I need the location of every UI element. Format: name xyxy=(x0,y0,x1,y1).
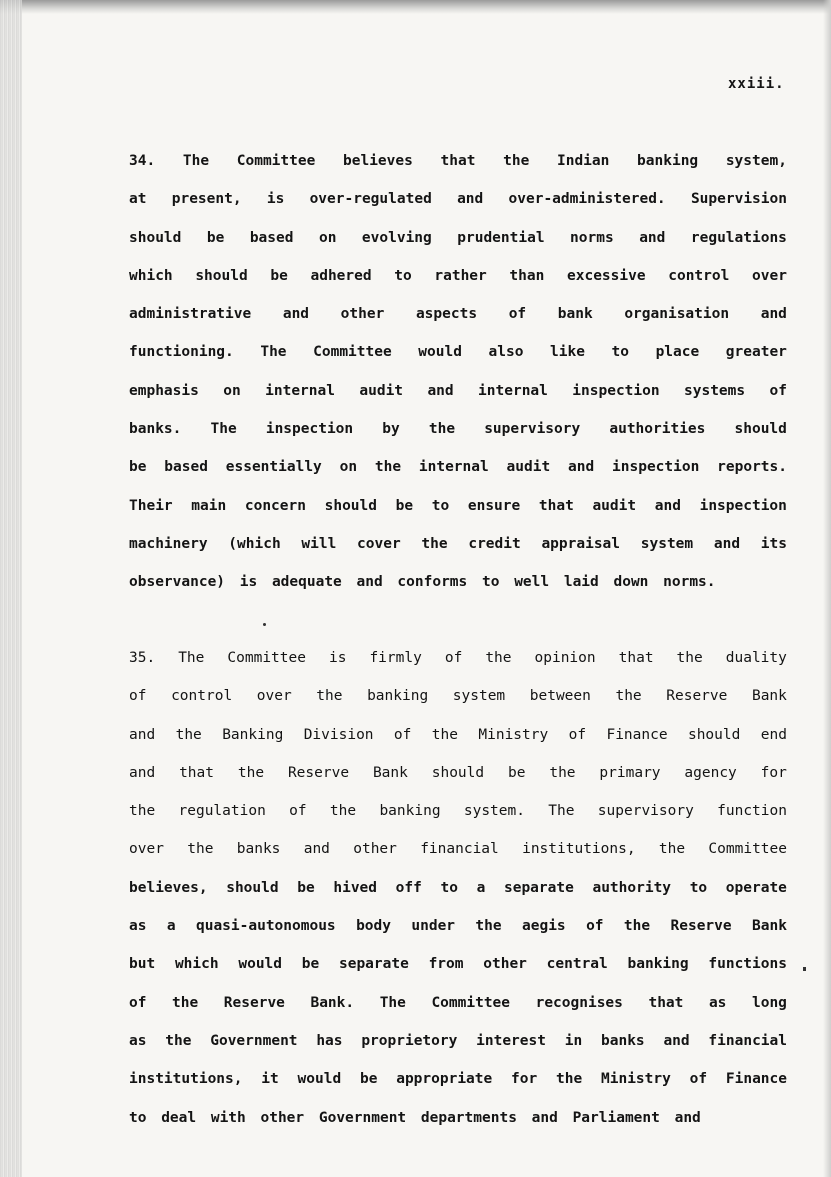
text-line: observance) is adequate and conforms to well laid down norms. xyxy=(129,574,716,591)
text-line: over the banks and other financial institutions, the Committee xyxy=(129,841,787,858)
text-line: be based essentially on the internal audit and inspection reports. xyxy=(129,459,787,476)
paragraph-35 xyxy=(129,650,787,1148)
text-line: Their main concern should be to ensure that audit and inspection xyxy=(129,497,787,514)
stray-ink-dot xyxy=(263,623,266,626)
text-line: the regulation of the banking system. The supervisory function xyxy=(129,803,787,820)
text-line: should be based on evolving prudential norms and regulations xyxy=(129,229,787,246)
text-line: of control over the banking system between the Reserve Bank xyxy=(129,688,787,705)
text-line: as a quasi-autonomous body under the aegis of the Reserve Bank xyxy=(129,918,787,935)
text-line: 35. The Committee is firmly of the opinion that the duality xyxy=(129,650,787,666)
text-line: believes, should be hived off to a separate authority to operate xyxy=(129,879,787,896)
stray-ink-mark xyxy=(803,967,806,971)
text-line: which should be adhered to rather than excessive control over xyxy=(129,267,787,284)
page-number: xxiii. xyxy=(728,76,785,92)
text-line: machinery (which will cover the credit appraisal system and its xyxy=(129,535,787,552)
scan-top-edge xyxy=(0,0,831,14)
text-line: 34. The Committee believes that the Indian banking system, xyxy=(129,153,787,169)
text-line: administrative and other aspects of bank organisation and xyxy=(129,306,787,323)
text-line: institutions, it would be appropriate for the Ministry of Finance xyxy=(129,1071,787,1088)
text-line: as the Government has proprietory interest in banks and financial xyxy=(129,1032,787,1049)
text-line: banks. The inspection by the supervisory authorities should xyxy=(129,421,787,438)
text-line: and that the Reserve Bank should be the primary agency for xyxy=(129,764,787,781)
text-line: to deal with other Government departments and Parliament and xyxy=(129,1109,701,1126)
text-line: and the Banking Division of the Ministry of Finance should end xyxy=(129,726,787,743)
scan-left-binding xyxy=(0,0,22,1177)
text-line: functioning. The Committee would also like to place greater xyxy=(129,344,787,361)
text-line: at present, is over-regulated and over-administered. Supervision xyxy=(129,191,787,208)
paragraph-34 xyxy=(129,153,787,613)
text-line: but which would be separate from other central banking functions xyxy=(129,956,787,973)
text-line: emphasis on internal audit and internal inspection systems of xyxy=(129,382,787,399)
text-line: of the Reserve Bank. The Committee recognises that as long xyxy=(129,994,787,1011)
scan-right-edge xyxy=(823,0,831,1177)
